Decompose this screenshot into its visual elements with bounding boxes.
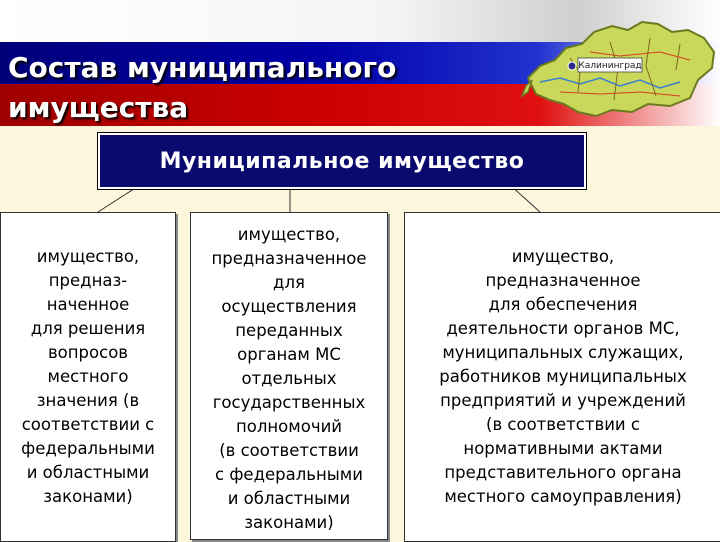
box-line: переданных	[235, 321, 343, 340]
category-box-state-powers	[190, 212, 388, 540]
map-city-label: Калининград	[578, 61, 642, 71]
box-line: законами)	[43, 487, 133, 506]
box-line: и областными	[26, 463, 150, 482]
box-line: значения (в	[36, 391, 140, 410]
box-line: полномочий	[235, 417, 343, 436]
box-line: (в соответствии	[219, 441, 359, 460]
category-box-local-issues	[0, 212, 176, 542]
box-line: и областными	[227, 489, 351, 508]
category-box-bodies-activity	[404, 212, 720, 542]
box-line: для	[273, 273, 305, 292]
box-line: работников муниципальных	[439, 367, 687, 386]
box-line: (в соответствии с	[486, 415, 640, 434]
box-line: предназ-	[48, 271, 128, 290]
box-line: муниципальных служащих,	[442, 343, 684, 362]
box-line: нормативными актами	[463, 439, 663, 458]
box-line: законами)	[244, 513, 334, 532]
box-line: наченное	[46, 295, 130, 314]
title-line-1: Состав муниципального	[8, 51, 397, 84]
box-line: отдельных	[241, 369, 337, 388]
box-line: осуществления	[221, 297, 357, 316]
box-line: вопросов	[47, 343, 129, 362]
municipal-property-header-box	[98, 133, 586, 189]
box-line: местного самоуправления)	[444, 487, 682, 506]
box-line: деятельности органов МС,	[446, 319, 680, 338]
box-line: предназначенное	[485, 271, 641, 290]
box-line: представительного органа	[444, 463, 682, 482]
box-line: имущество,	[511, 247, 615, 266]
title-line-2: имущества	[8, 91, 189, 124]
box-line: для решения	[30, 319, 146, 338]
box-line: предприятий и учреждений	[440, 391, 686, 410]
box-line: соответствии с	[21, 415, 155, 434]
box-line: имущество,	[237, 225, 341, 244]
box-line: органам МС	[237, 345, 341, 364]
main-box-title: Муниципальное имущество	[159, 148, 525, 174]
box-line: с федеральными	[215, 465, 363, 484]
box-line: местного	[47, 367, 129, 386]
box-line: государственных	[212, 393, 366, 412]
box-line: имущество,	[36, 247, 140, 266]
box-line: для обеспечения	[488, 295, 638, 314]
box-line: предназначенное	[211, 249, 367, 268]
box-line: федеральными	[21, 439, 155, 458]
